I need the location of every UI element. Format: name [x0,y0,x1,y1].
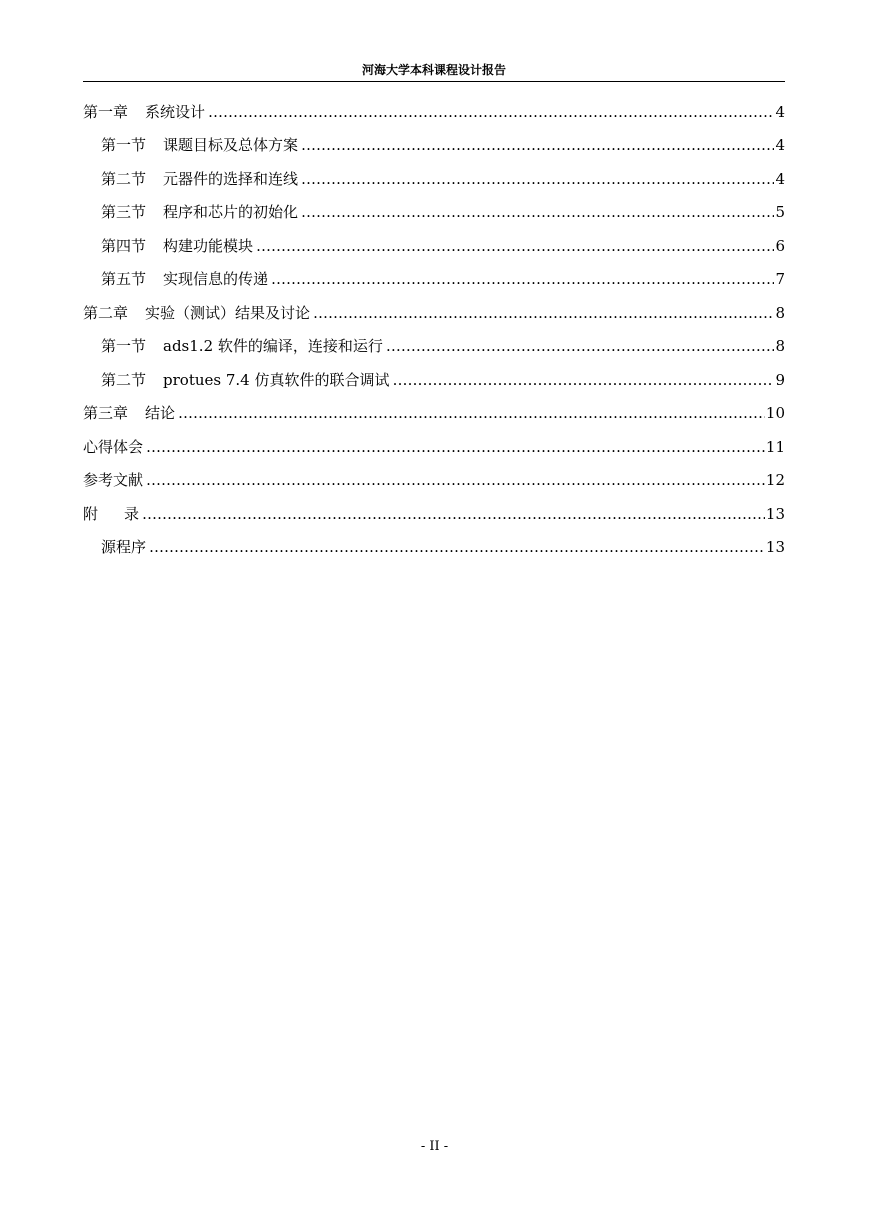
toc-entry-page: 8 [775,303,785,322]
toc-entry-page: 10 [765,404,785,422]
toc-entry[interactable] [83,295,785,329]
toc-entry-title: 源程序 [101,538,147,556]
toc-leader-dots [386,331,775,362]
toc-entry-label [83,432,143,463]
toc-leader-dots [301,164,774,195]
toc-entry-page: 4 [775,102,785,121]
toc-entry[interactable] [83,463,785,497]
running-header: 河海大学本科课程设计报告 [361,63,506,77]
toc-entry-label [83,499,139,530]
toc-entry-label [101,164,298,195]
table-of-contents [83,94,785,563]
toc-entry-page: 11 [765,437,785,456]
toc-leader-dots [146,432,765,463]
toc-entry-label [101,331,383,362]
toc-entry-title: 元器件的选择和连线 [163,169,299,188]
toc-entry-page: 8 [775,337,785,355]
toc-leader-dots [149,532,765,563]
toc-entry[interactable] [83,195,785,229]
toc-entry[interactable] [83,161,785,195]
header-rule [83,81,785,82]
toc-entry-number: 第五节 [101,270,147,288]
toc-entry-label [83,298,310,329]
toc-entry-title: ads1.2 软件的编译，连接和运行 [163,337,383,355]
toc-entry-page: 13 [765,504,785,523]
toc-entry-number: 第一节 [101,136,147,154]
toc-entry-number: 第四节 [101,236,147,255]
toc-entry-page: 12 [765,471,785,489]
toc-entry-label [83,465,143,496]
toc-leader-dots [271,264,774,295]
toc-entry-label [83,398,175,429]
toc-entry-label [83,97,205,128]
toc-entry[interactable] [83,429,785,463]
toc-entry[interactable] [83,329,785,363]
toc-entry-title: 系统设计 [145,102,206,121]
toc-entry-title: 录 [124,504,140,523]
toc-entry-title: 心得体会 [83,437,144,456]
page-number: - II - [420,1139,449,1154]
toc-leader-dots [142,499,765,530]
toc-entry-label [101,231,253,262]
toc-entry-page: 6 [775,236,785,255]
toc-entry-label [101,130,298,161]
toc-entry[interactable] [83,362,785,396]
toc-entry[interactable] [83,530,785,564]
toc-entry[interactable] [83,396,785,430]
toc-entry-title: 实验（测试）结果及讨论 [145,303,311,322]
toc-entry-number: 第二节 [101,370,147,389]
toc-entry-title: 参考文献 [83,471,144,489]
toc-entry-label [101,197,298,228]
toc-entry-number: 附 [83,504,99,523]
toc-entry-page: 4 [775,169,785,188]
toc-leader-dots [313,298,774,329]
toc-entry-number: 第二节 [101,169,147,188]
toc-entry-title: 结论 [145,404,176,422]
toc-entry-number: 第三章 [83,404,129,422]
toc-entry-page: 4 [775,136,785,154]
toc-entry-number: 第一节 [101,337,147,355]
toc-entry-label [101,264,268,295]
toc-leader-dots [256,231,774,262]
toc-entry[interactable] [83,228,785,262]
toc-entry-label [101,532,146,563]
toc-entry[interactable] [83,128,785,162]
toc-leader-dots [208,97,774,128]
toc-entry-number: 第一章 [83,102,129,121]
toc-entry-page: 5 [775,203,785,221]
toc-leader-dots [301,130,774,161]
toc-leader-dots [178,398,765,429]
toc-leader-dots [146,465,765,496]
toc-entry-number: 第二章 [83,303,129,322]
toc-entry-page: 13 [765,538,785,556]
toc-entry-page: 7 [775,270,785,288]
toc-entry-title: 程序和芯片的初始化 [163,203,299,221]
toc-entry-number: 第三节 [101,203,147,221]
toc-entry[interactable] [83,496,785,530]
toc-entry-title: 构建功能模块 [163,236,254,255]
toc-entry-page: 9 [775,370,785,389]
toc-entry-title: protues 7.4 仿真软件的联合调试 [163,370,390,389]
toc-entry-title: 实现信息的传递 [163,270,269,288]
toc-entry[interactable] [83,262,785,296]
toc-entry-title: 课题目标及总体方案 [163,136,299,154]
toc-entry-label [101,365,389,396]
toc-leader-dots [301,197,774,228]
toc-entry[interactable] [83,94,785,128]
toc-leader-dots [392,365,774,396]
